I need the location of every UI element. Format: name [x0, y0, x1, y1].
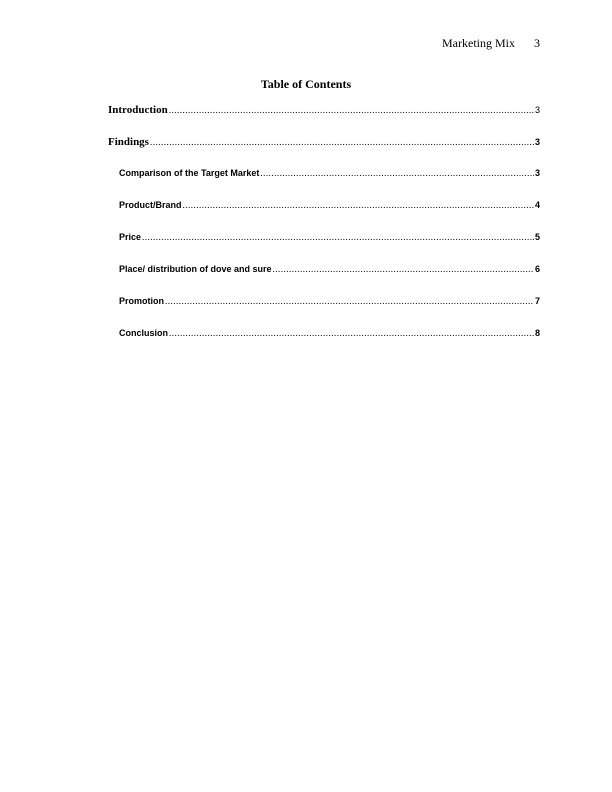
toc-entry-label: Price — [119, 232, 142, 242]
toc-entry-page: 5 — [534, 232, 540, 242]
running-header — [442, 36, 540, 51]
toc-entry-product-brand[interactable] — [108, 200, 540, 216]
page-number: 3 — [534, 36, 540, 50]
toc-entry-page: 7 — [534, 296, 540, 306]
toc-entry-conclusion[interactable] — [108, 328, 540, 344]
dot-leader — [273, 264, 534, 274]
dot-leader — [165, 296, 534, 306]
dot-leader — [169, 328, 534, 338]
toc-entry-page: 3 — [534, 105, 540, 115]
toc-entry-place-distribution[interactable] — [108, 264, 540, 280]
toc-entry-label: Promotion — [119, 296, 164, 306]
toc-entry-page: 3 — [534, 137, 540, 147]
toc-entry-price[interactable] — [108, 232, 540, 248]
toc-entry-promotion[interactable] — [108, 296, 540, 312]
toc-entry-page: 8 — [534, 328, 540, 338]
toc-entry-label: Product/Brand — [119, 200, 182, 210]
table-of-contents — [108, 104, 540, 360]
toc-title: Table of Contents — [260, 77, 352, 91]
toc-entry-comparison[interactable] — [108, 168, 540, 184]
toc-entry-label: Conclusion — [119, 328, 168, 338]
dot-leader — [183, 200, 534, 210]
toc-entry-label: Introduction — [108, 104, 168, 116]
toc-entry-label: Comparison of the Target Market — [119, 168, 260, 178]
toc-entry-label: Place/ distribution of dove and sure — [119, 264, 272, 274]
toc-entry-page: 6 — [534, 264, 540, 274]
dot-leader — [142, 232, 534, 242]
toc-entry-label: Findings — [108, 136, 149, 148]
toc-entry-introduction[interactable] — [108, 104, 540, 120]
dot-leader — [169, 105, 534, 115]
toc-entry-page: 4 — [534, 200, 540, 210]
dot-leader — [150, 137, 534, 147]
dot-leader — [260, 168, 534, 178]
toc-entry-page: 3 — [534, 168, 540, 178]
toc-entry-findings[interactable] — [108, 136, 540, 152]
running-title: Marketing Mix — [442, 36, 515, 50]
